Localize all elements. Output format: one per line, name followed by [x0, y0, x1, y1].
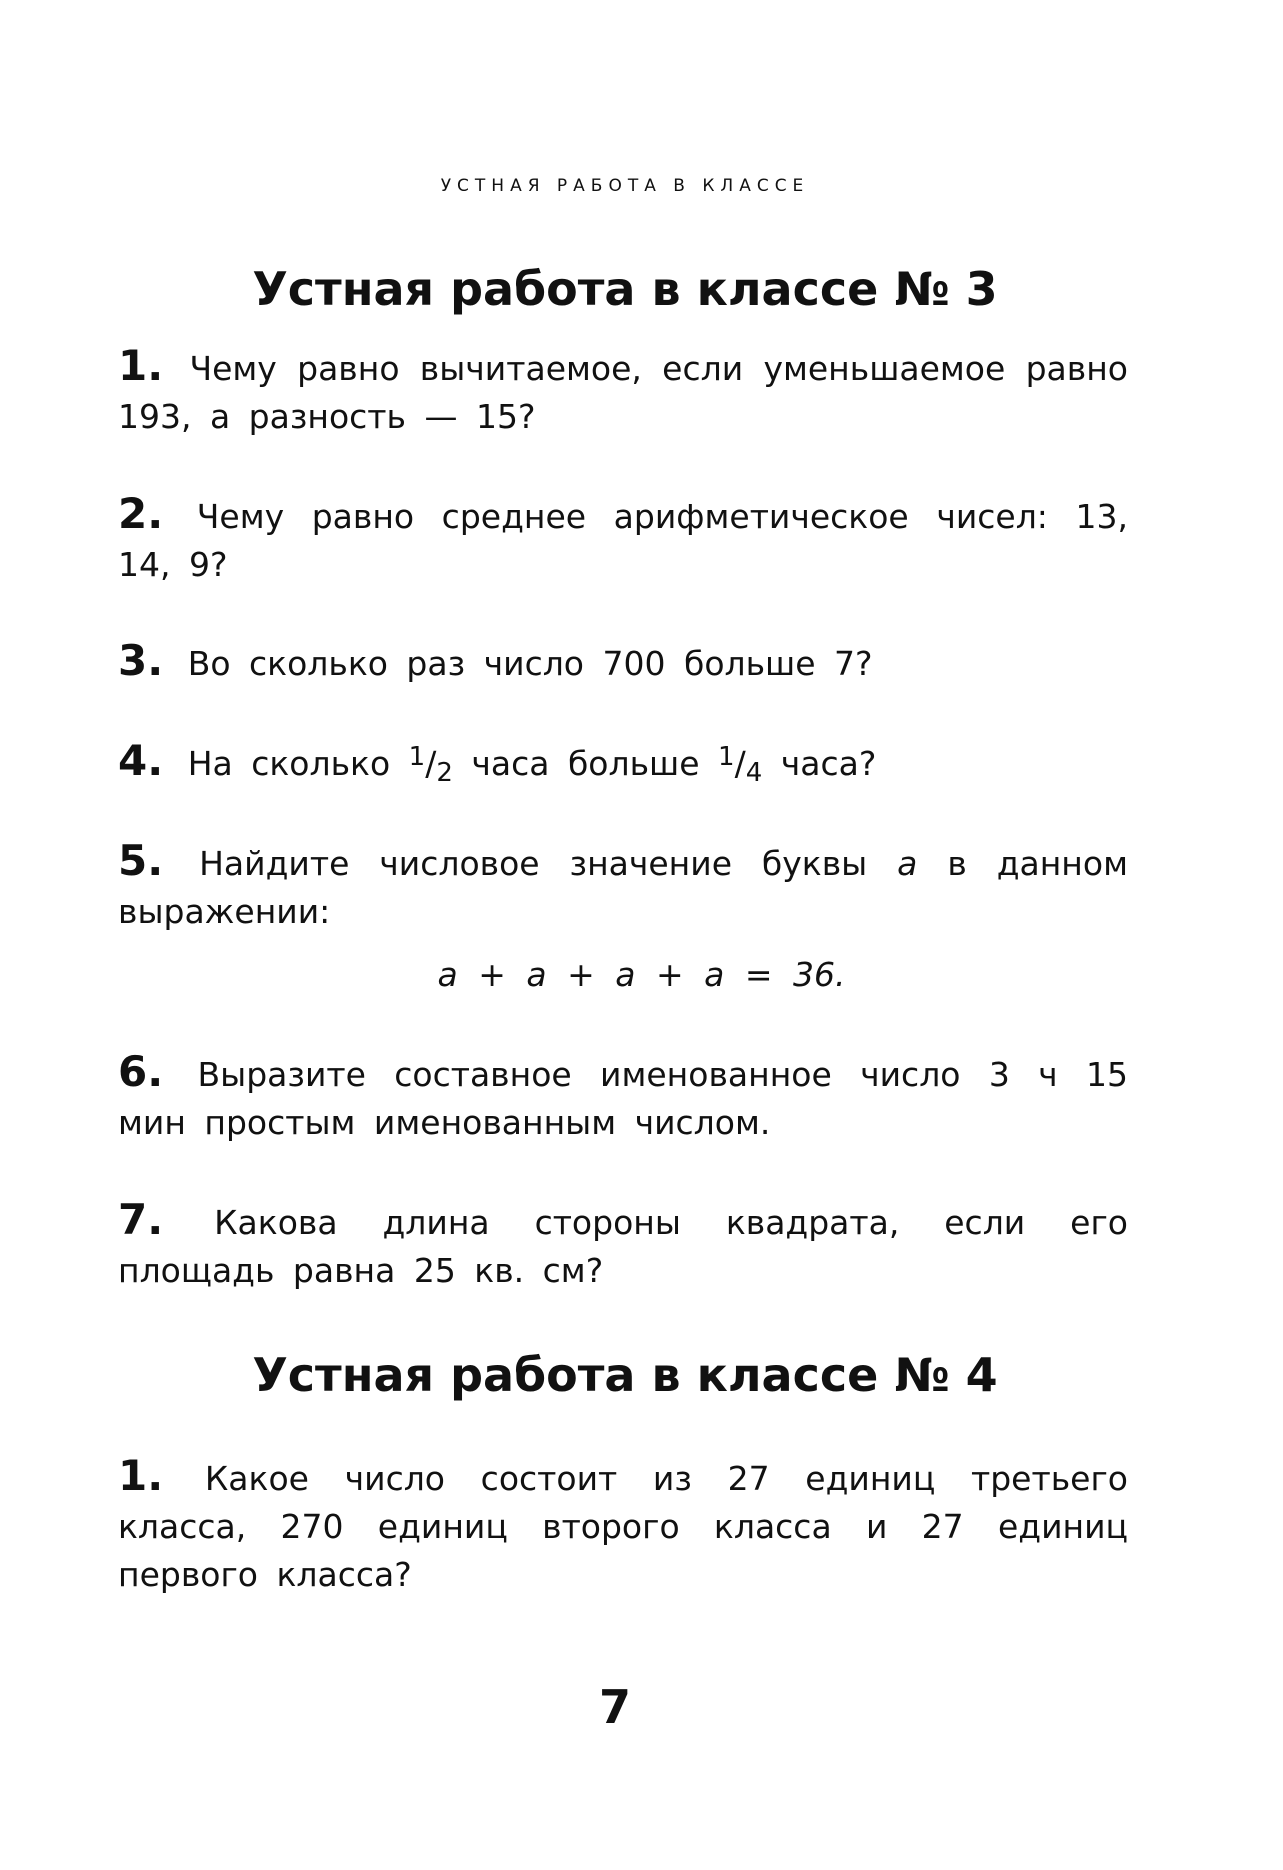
variable-a: a — [897, 844, 918, 883]
task-text: Какова длина стороны квадрата, если его площадь равна 25 кв. см? — [118, 1203, 1128, 1290]
equation: a + a + a + a = 36. — [437, 955, 846, 994]
task-3-4 — [118, 737, 1128, 788]
task-number: 5. — [118, 836, 164, 885]
task-text-after: в данном выражении: — [118, 844, 1128, 931]
section-title-4: Устная работа в классе № 4 — [252, 1348, 998, 1402]
task-text-before: На сколько — [187, 744, 391, 783]
page-number: 7 — [598, 1680, 631, 1734]
section-title-3: Устная работа в классе № 3 — [252, 262, 998, 316]
task-text-mid: часа больше — [471, 744, 700, 783]
running-head: УСТНАЯ РАБОТА В КЛАССЕ — [440, 176, 810, 196]
task-text: Выразите составное именованное число 3 ч 15 мин простым именованным числом. — [118, 1055, 1128, 1142]
task-number: 1. — [118, 1451, 164, 1500]
fraction-one-quarter: $^1/_4$ — [718, 742, 763, 788]
task-3-3 — [118, 637, 1128, 688]
task-text-after: часа? — [780, 744, 877, 783]
task-number: 1. — [118, 341, 164, 390]
task-3-2 — [118, 490, 1128, 589]
task-number: 6. — [118, 1047, 164, 1096]
task-3-5 — [118, 837, 1128, 936]
task-number: 2. — [118, 489, 164, 538]
task-text-before: Найдите числовое значение буквы — [199, 844, 868, 883]
task-text: Чему равно среднее арифметическое чисел: 13, 14, 9? — [118, 497, 1128, 584]
task-number: 7. — [118, 1195, 164, 1244]
task-3-7 — [118, 1196, 1128, 1295]
task-number: 4. — [118, 736, 164, 785]
task-3-6 — [118, 1048, 1128, 1147]
task-text: Чему равно вычитаемое, если уменьшаемое равно 193, а разность — 15? — [118, 349, 1128, 436]
task-4-1 — [118, 1452, 1128, 1599]
task-number: 3. — [118, 636, 164, 685]
fraction-one-half: $^1/_2$ — [408, 742, 453, 788]
task-text: Какое число состоит из 27 единиц третьего класса, 270 единиц второго класса и 27 единиц первого класса? — [118, 1459, 1128, 1594]
task-text: Во сколько раз число 700 больше 7? — [187, 644, 873, 683]
task-3-1 — [118, 342, 1128, 441]
